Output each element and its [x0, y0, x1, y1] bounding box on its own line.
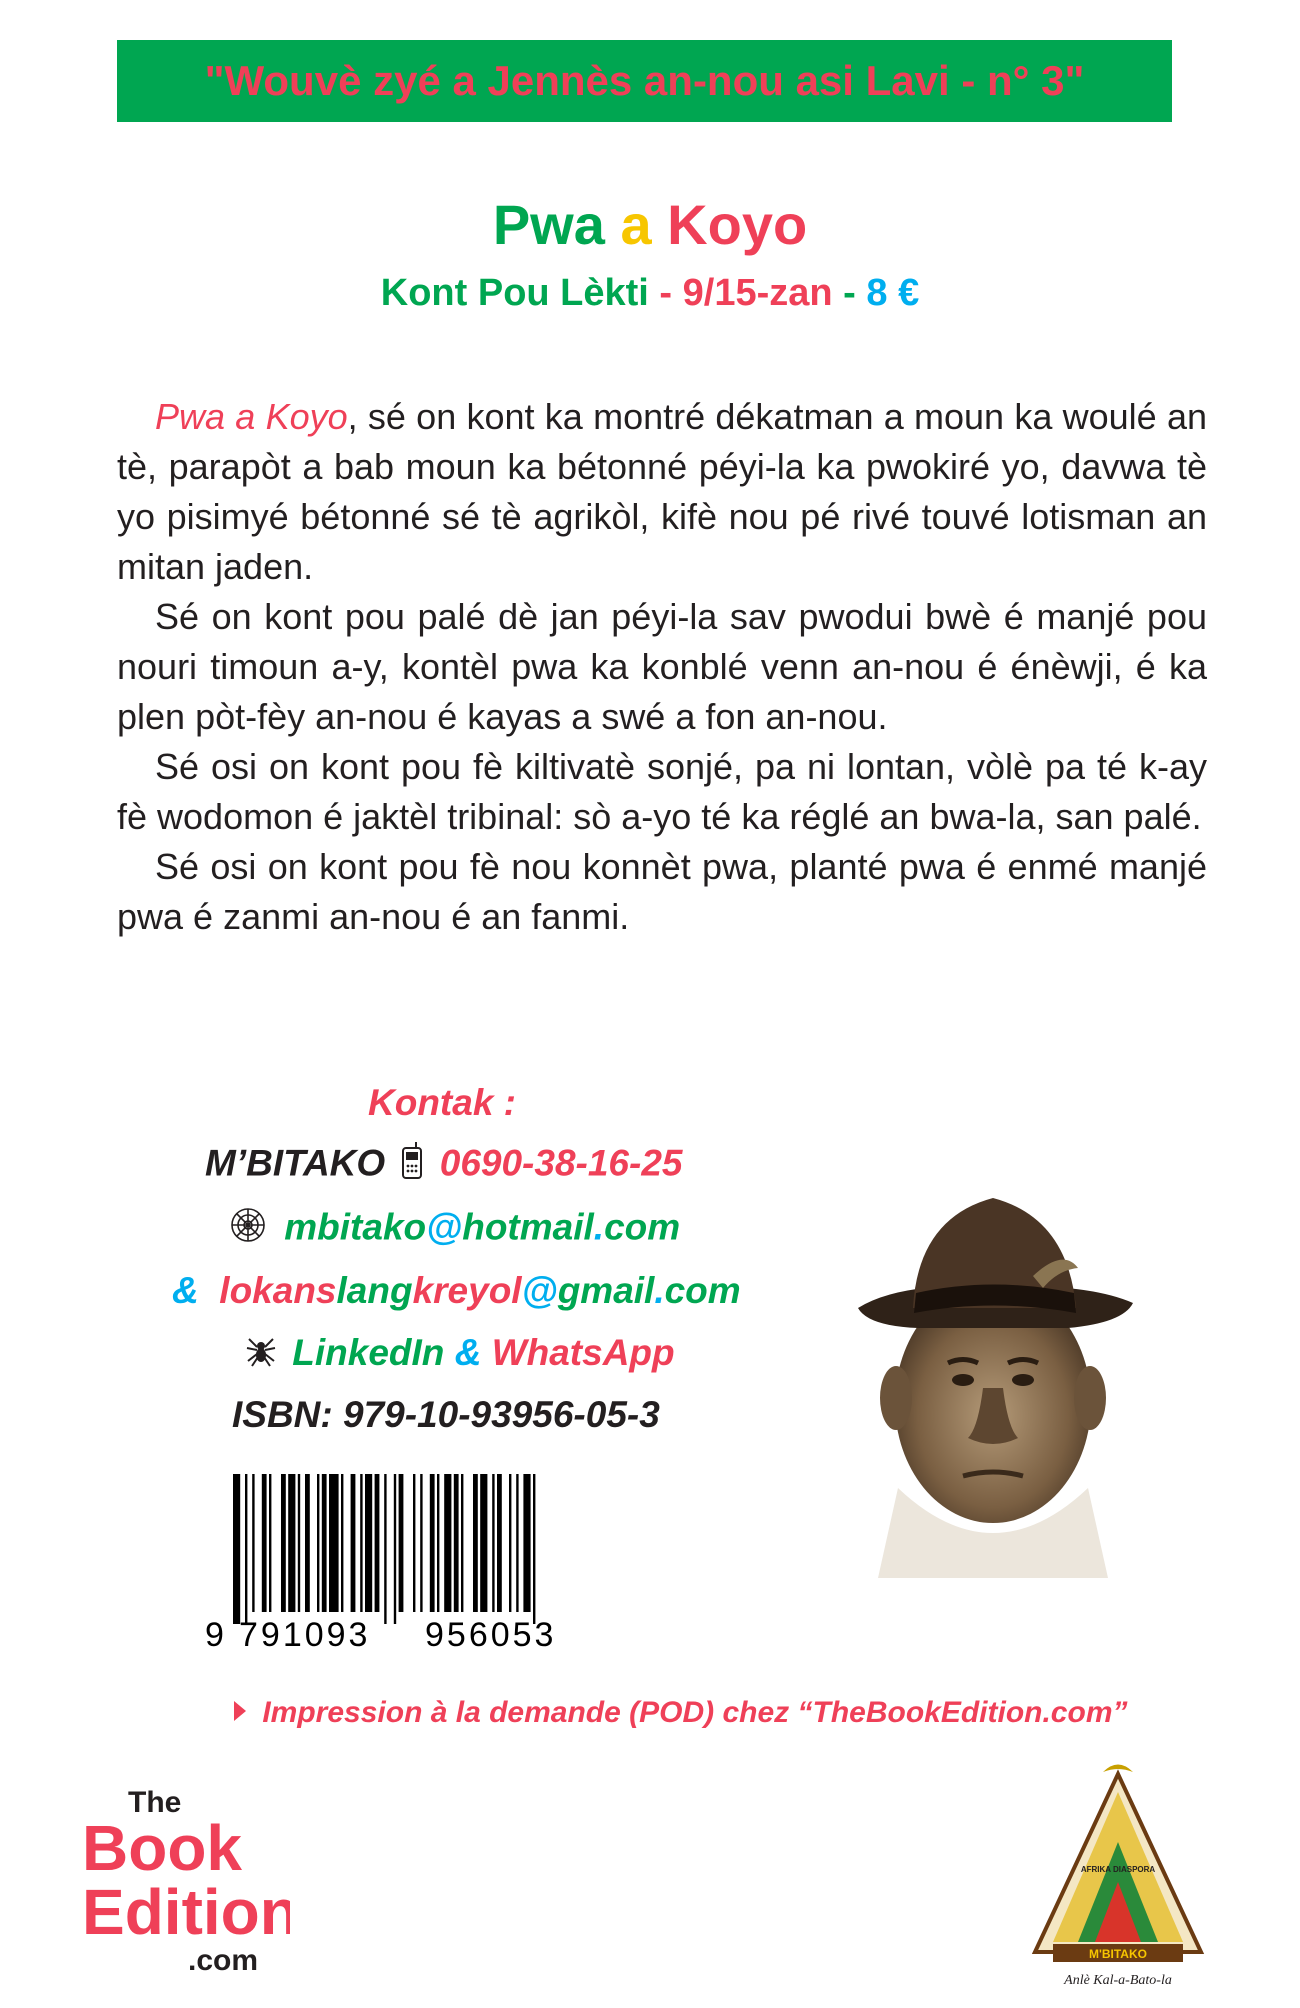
- contact-email-1-line: [222, 1206, 680, 1253]
- subtitle-sep-1: -: [648, 272, 683, 314]
- logo-tbe-com: .com: [188, 1944, 259, 1977]
- barcode-bar: [375, 1474, 380, 1612]
- web-icon: [228, 1206, 268, 1253]
- barcode-bar: [233, 1474, 240, 1624]
- barcode-bar: [317, 1474, 319, 1612]
- barcode-bar: [497, 1474, 502, 1612]
- barcode-bar: [360, 1474, 362, 1612]
- spider-icon: [246, 1334, 276, 1376]
- email-2-at[interactable]: @: [521, 1270, 558, 1311]
- barcode-bar: [413, 1474, 415, 1612]
- subtitle-genre: Kont Pou Lèkti: [380, 272, 649, 314]
- barcode-digit-first: 9: [205, 1616, 224, 1649]
- barcode-bar: [444, 1474, 451, 1612]
- synopsis-title-mention: Pwa a Koyo: [155, 396, 348, 437]
- logo-tbe-the: The: [128, 1786, 182, 1819]
- series-banner: [117, 40, 1172, 122]
- barcode-bar: [245, 1474, 247, 1624]
- contact-social-line: [240, 1332, 675, 1376]
- barcode-bar: [351, 1474, 356, 1612]
- barcode-digits-end: 956053: [425, 1616, 557, 1649]
- barcode-bar: [492, 1474, 494, 1612]
- barcode-bar: [329, 1474, 339, 1612]
- email-2-part-c[interactable]: kreyol: [412, 1270, 522, 1311]
- logo-ak-mbitako: M'BITAKO: [1089, 1947, 1147, 1961]
- pod-text: Impression à la demande (POD) chez “TheBookEdition.com”: [262, 1696, 1128, 1729]
- logo-ak-top: AFRIKA DIASPORA: [1080, 1865, 1156, 1874]
- contact-phone-line: [205, 1142, 683, 1189]
- book-title: [0, 192, 1300, 257]
- contact-email-2-line: [172, 1270, 741, 1312]
- synopsis-paragraph-1: [117, 392, 1207, 592]
- barcode-bar: [322, 1474, 327, 1612]
- synopsis-paragraph-3: Sé osi on kont pou fè kiltivatè sonjé, pa ni lontan, vòlè pa té k-ay fè wodomon é jaktèl tribinal: sò a-yo té ka réglé an bwa-la, san palé.: [117, 746, 1207, 837]
- email-1-user[interactable]: mbitako: [284, 1206, 427, 1248]
- title-word-a: a: [620, 193, 652, 256]
- barcode-bar: [252, 1474, 254, 1612]
- title-word-koyo: Koyo: [667, 193, 808, 256]
- author-photo: [838, 1158, 1148, 1578]
- barcode-bar: [305, 1474, 310, 1612]
- book-subtitle: [0, 272, 1300, 315]
- barcode-bar: [384, 1474, 386, 1624]
- barcode-bar: [262, 1474, 267, 1612]
- subtitle-sep-2: -: [832, 272, 867, 314]
- synopsis-paragraph-2: Sé on kont pou palé dè jan péyi-la sav pwodui bwè é manjé pou nouri timoun a-y, kontèl pwa ka konblé venn an-nou é énèwji, é ka plen pòt-fèy an-nou é kayas a swé a fon an-nou.: [117, 596, 1207, 737]
- barcode-bar: [533, 1474, 535, 1624]
- barcode-bar: [473, 1474, 478, 1612]
- logo-tbe-edition: Edition: [82, 1876, 290, 1948]
- barcode-bar: [288, 1474, 295, 1612]
- barcode-bar: [516, 1474, 518, 1612]
- barcode-bar: [461, 1474, 463, 1612]
- email-2-part-b[interactable]: lang: [336, 1270, 413, 1311]
- barcode-bar: [454, 1474, 459, 1612]
- email-2-part-a[interactable]: lokans: [219, 1270, 337, 1311]
- barcode-digits-mid: 791093: [239, 1616, 371, 1649]
- barcode-bar: [399, 1474, 404, 1612]
- contact-ampersand: &: [172, 1270, 199, 1311]
- barcode-bar: [420, 1474, 422, 1612]
- contact-label: Kontak :: [368, 1082, 516, 1123]
- series-banner-text: "Wouvè zyé a Jennès an-nou asi Lavi - n° 3": [204, 57, 1085, 104]
- social-linkedin[interactable]: LinkedIn: [292, 1332, 445, 1373]
- email-1-dot[interactable]: .: [593, 1206, 605, 1248]
- logo-ak-motto: Anlè Kal-a-Bato-la: [1064, 1973, 1172, 1988]
- barcode-bar: [341, 1474, 343, 1612]
- synopsis-p1-text: , sé on kont ka montré dékatman a moun ka woulé an tè, parapòt a bab moun ka bétonné péyi-la ka pwokiré yo, davwa tè yo pisimyé bétonné sé tè agrikòl, kifè nou pé rivé touvé lotisman an mitan jaden.: [117, 396, 1207, 587]
- barcode-bar: [365, 1474, 372, 1612]
- play-arrow-icon: [232, 1697, 248, 1731]
- barcode: [203, 1474, 613, 1649]
- barcode-bar: [394, 1474, 396, 1624]
- email-2-tld[interactable]: com: [664, 1270, 741, 1311]
- pod-line: [226, 1696, 1128, 1731]
- barcode-bar: [523, 1474, 530, 1612]
- social-ampersand: &: [454, 1332, 482, 1373]
- email-2-dot[interactable]: .: [654, 1270, 665, 1311]
- barcode-bar: [480, 1474, 487, 1612]
- subtitle-age: 9/15-zan: [682, 272, 833, 314]
- title-word-pwa: Pwa: [492, 193, 605, 256]
- contact-name: M’BITAKO: [205, 1142, 386, 1184]
- contact-phone[interactable]: 0690-38-16-25: [439, 1142, 683, 1184]
- social-whatsapp[interactable]: WhatsApp: [491, 1332, 675, 1373]
- barcode-bar: [281, 1474, 286, 1612]
- barcode-bar: [509, 1474, 511, 1612]
- thebookedition-logo: [80, 1774, 290, 1984]
- email-1-tld[interactable]: com: [604, 1206, 681, 1248]
- isbn: ISBN: 979-10-93956-05-3: [232, 1394, 660, 1435]
- synopsis-paragraph-4: Sé osi on kont pou fè nou konnèt pwa, planté pwa é enmé manjé pwa é zanmi an-nou é an fanmi.: [117, 846, 1207, 937]
- mbitako-logo: [1023, 1752, 1213, 1992]
- phone-icon: [401, 1142, 423, 1189]
- barcode-bar: [269, 1474, 271, 1612]
- synopsis: [117, 392, 1207, 942]
- subtitle-price: 8 €: [866, 272, 920, 314]
- email-2-domain[interactable]: gmail: [557, 1270, 655, 1311]
- logo-tbe-book: Book: [82, 1812, 242, 1884]
- barcode-bar: [437, 1474, 439, 1612]
- barcode-bar: [430, 1474, 435, 1612]
- email-1-at[interactable]: @: [426, 1206, 463, 1248]
- email-1-domain[interactable]: hotmail: [462, 1206, 594, 1248]
- barcode-bar: [298, 1474, 300, 1612]
